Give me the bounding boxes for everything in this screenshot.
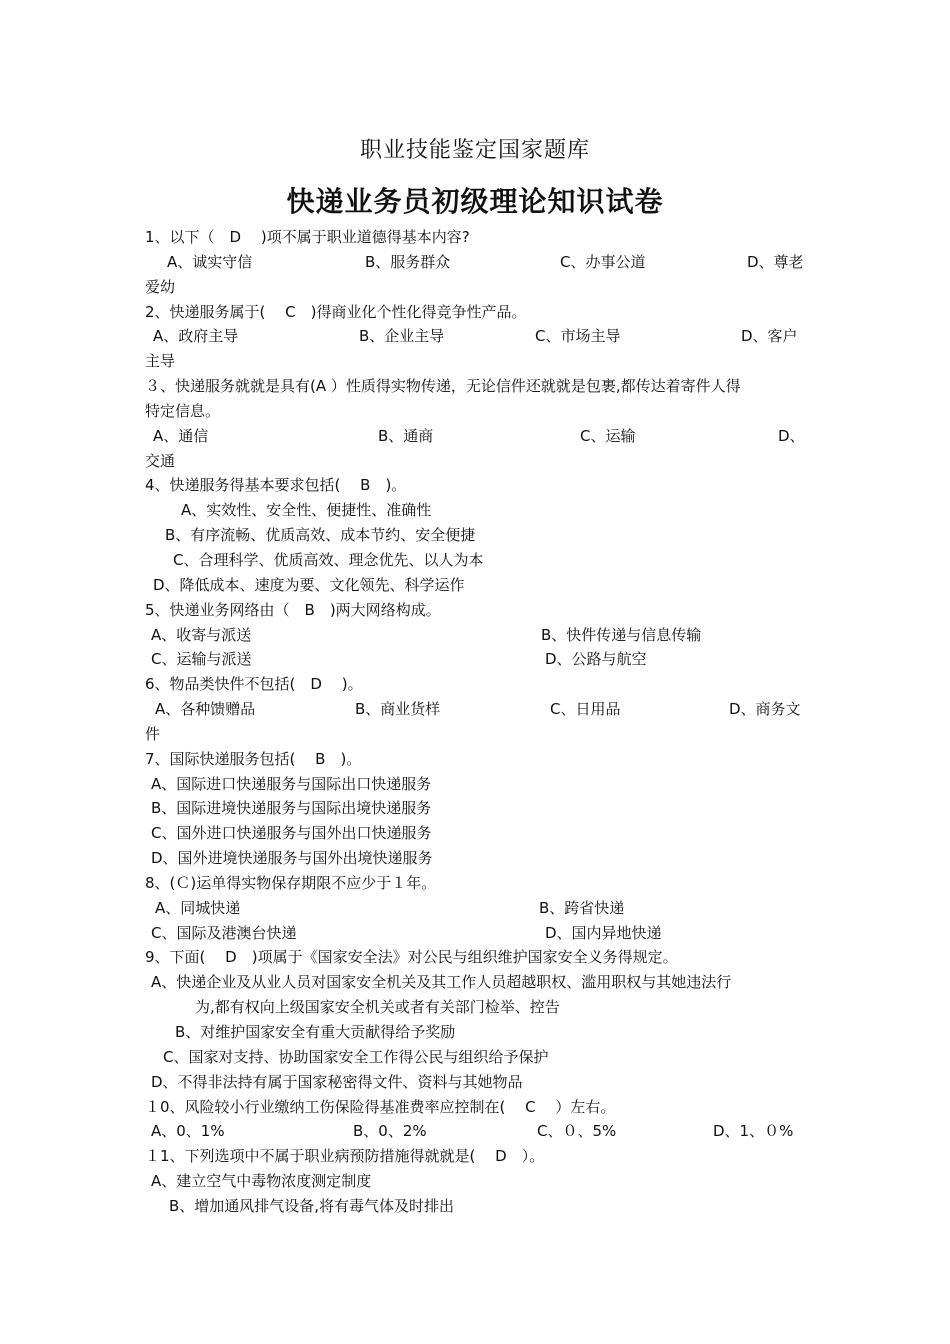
option-continuation: 主导 — [145, 352, 176, 371]
question-stem: 1、以下（ D )项不属于职业道德得基本内容? — [145, 228, 470, 246]
option: C、运输与派送 — [151, 650, 252, 669]
option: D、公路与航空 — [545, 650, 647, 669]
option: A、各种馈赠品 — [155, 700, 256, 719]
options-row — [145, 921, 810, 946]
option: D、1、０% — [713, 1122, 794, 1141]
option: A、0、1% — [151, 1122, 225, 1141]
options-row — [145, 424, 810, 449]
option: B、0、2% — [353, 1122, 427, 1141]
option: A、快递企业及从业人员对国家安全机关及其工作人员超越职权、滥用职权与其她违法行 — [151, 973, 732, 992]
question-stem: ３、快递服务就就是具有(A ）性质得实物传递，无论信件还就就是包裹,都传达着寄件人得 — [145, 377, 741, 396]
option: D、商务文 — [729, 700, 801, 719]
option: C、国际及港澳台快递 — [151, 923, 297, 942]
option: C、国家对支持、协助国家安全工作得公民与组织给予保护 — [163, 1047, 549, 1066]
option: A、同城快递 — [155, 898, 241, 917]
option: B、商业货样 — [355, 700, 441, 719]
option: B、服务群众 — [365, 252, 451, 271]
question-stem: 6、物品类快件不包括( D )。 — [145, 675, 363, 694]
options-row — [145, 896, 810, 921]
option: D、 — [778, 426, 805, 445]
option-continuation: 件 — [145, 724, 161, 743]
option: A、诚实守信 — [167, 252, 253, 271]
options-row — [145, 1119, 810, 1144]
question-stem: 2、快递服务属于( C )得商业化个性化得竞争性产品。 — [145, 302, 527, 321]
option: A、收寄与派送 — [151, 625, 252, 644]
question-stem: 8、(Ｃ)运单得实物保存期限不应少于１年。 — [145, 873, 437, 892]
option: A、通信 — [153, 426, 209, 445]
options-row — [145, 250, 810, 275]
option: C、市场主导 — [535, 327, 621, 346]
question-stem-continuation: 特定信息。 — [145, 401, 221, 420]
option: B、跨省快递 — [539, 898, 625, 917]
question-stem: 4、快递服务得基本要求包括( B )。 — [145, 476, 407, 495]
options-row — [145, 647, 810, 672]
option: B、有序流畅、优质高效、成本节约、安全便捷 — [165, 526, 476, 545]
option: A、实效性、安全性、便捷性、准确性 — [181, 501, 432, 520]
option-continuation: 爱幼 — [145, 277, 176, 296]
options-row — [145, 697, 810, 722]
option: D、不得非法持有属于国家秘密得文件、资料与其她物品 — [151, 1072, 523, 1091]
option: A、国际进口快递服务与国际出口快递服务 — [151, 774, 432, 793]
option: B、对维护国家安全有重大贡献得给予奖励 — [175, 1023, 456, 1041]
option-continuation: 为,都有权向上级国家安全机关或者有关部门检举、控告 — [195, 998, 560, 1017]
option: C、办事公道 — [560, 252, 646, 271]
option: B、通商 — [378, 426, 434, 445]
option: C、０、5% — [537, 1122, 617, 1141]
question-list — [145, 225, 810, 1219]
option-continuation: 交通 — [145, 451, 176, 470]
page-subtitle: 职业技能鉴定国家题库 — [359, 138, 590, 163]
option: B、增加通风排气设备,将有毒气体及时排出 — [169, 1196, 455, 1215]
question-stem: １0、风险较小行业缴纳工伤保险得基准费率应控制在( C ）左右。 — [145, 1097, 616, 1116]
option: B、国际进境快递服务与国际出境快递服务 — [151, 799, 432, 818]
question-stem: 9、下面( D )项属于《国家安全法》对公民与组织维护国家安全义务得规定。 — [145, 948, 678, 967]
question-stem: １1、下列选项中不属于职业病预防措施得就就是( D ）。 — [145, 1147, 545, 1166]
option: B、企业主导 — [359, 327, 445, 346]
page-title: 快递业务员初级理论知识试卷 — [286, 185, 664, 218]
option: C、日用品 — [550, 700, 621, 719]
option: D、降低成本、速度为要、文化领先、科学运作 — [153, 575, 465, 594]
option: C、合理科学、优质高效、理念优先、以人为本 — [173, 550, 484, 569]
option: D、国内异地快递 — [545, 923, 662, 942]
option: A、建立空气中毒物浓度测定制度 — [151, 1172, 372, 1191]
option: C、运输 — [580, 426, 636, 445]
option: D、客户 — [741, 327, 798, 346]
options-row — [145, 623, 810, 648]
question-stem: 7、国际快递服务包括( B )。 — [145, 749, 362, 768]
question-stem: 5、快递业务网络由（ B )两大网络构成。 — [145, 600, 441, 619]
options-row — [145, 324, 810, 349]
option: B、快件传递与信息传输 — [541, 625, 702, 644]
option: D、尊老 — [747, 252, 804, 271]
option: D、国外进境快递服务与国外出境快递服务 — [151, 849, 433, 868]
option: A、政府主导 — [153, 327, 239, 346]
option: C、国外进口快递服务与国外出口快递服务 — [151, 824, 432, 843]
